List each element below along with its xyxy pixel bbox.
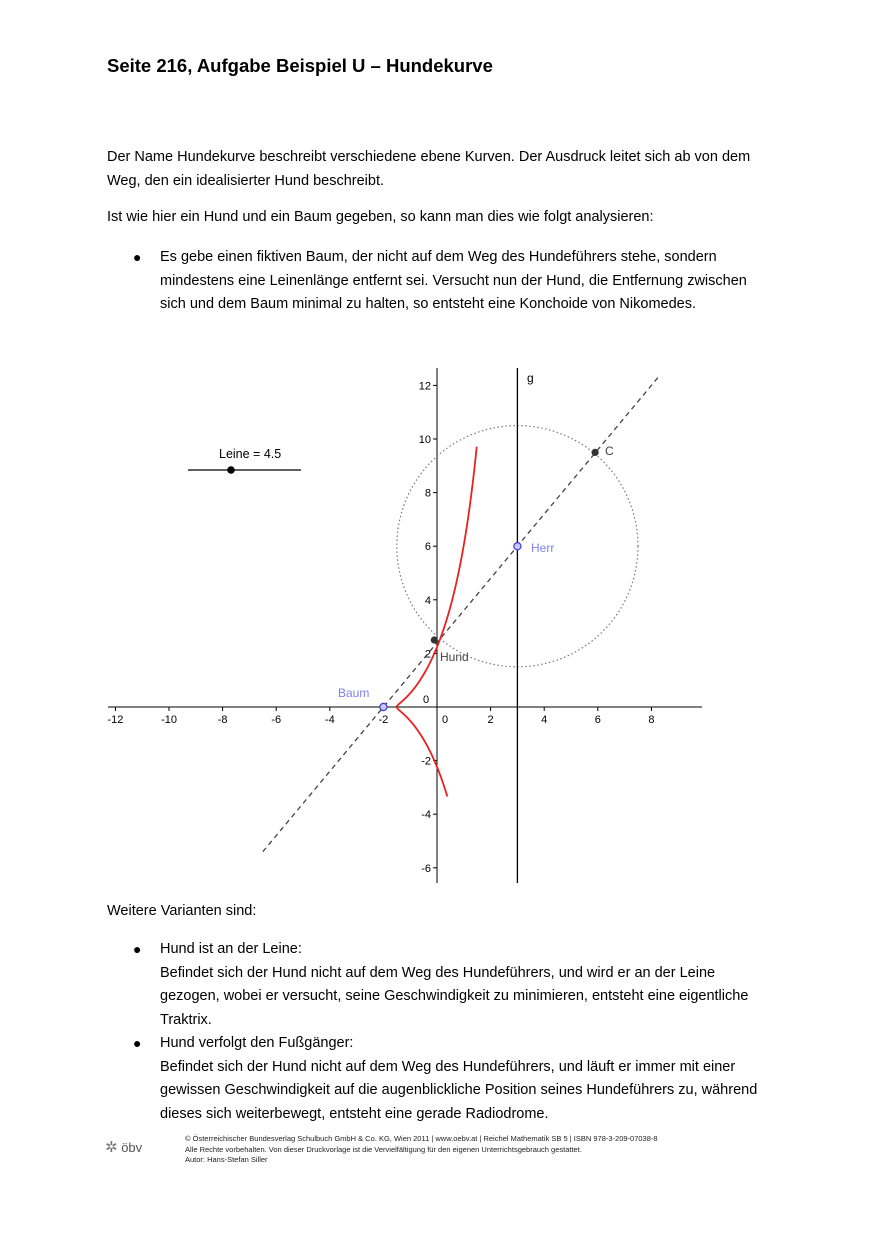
- footer-line-1: © Österreichischer Bundesverlag Schulbuch GmbH & Co. KG, Wien 2011 | www.oebv.at | Reichel Mathematik SB 5 | ISBN 978-3-209-07038-8: [185, 1134, 658, 1143]
- variant-radiodrome: [133, 1032, 800, 1126]
- y-tick-label: -6: [421, 862, 431, 875]
- y-tick-label: 2: [424, 648, 431, 661]
- bullet-dot: ●: [133, 1035, 142, 1051]
- logo-asterisk-icon: ✲: [105, 1139, 118, 1156]
- variant1-line-3: Traktrix.: [160, 1011, 212, 1028]
- bullet-dot: ●: [133, 249, 142, 265]
- point-c[interactable]: [592, 449, 599, 456]
- x-tick-label: 8: [648, 714, 655, 726]
- label-g: g: [527, 371, 534, 385]
- footer-line-2: Alle Rechte vorbehalten. Von dieser Druckvorlage ist die Vervielfältigung für den eigenen Unterrichtsgebrauch gestattet.: [185, 1144, 582, 1154]
- point-herr[interactable]: [514, 543, 521, 550]
- slider-knob[interactable]: [227, 466, 235, 474]
- slider-leine[interactable]: [188, 447, 301, 474]
- y-tick-label: 4: [424, 594, 431, 607]
- variant2-heading: Hund verfolgt den Fußgänger:: [160, 1035, 354, 1051]
- y-tick-label: -4: [421, 809, 431, 822]
- bullet-dot: ●: [133, 941, 142, 957]
- variant2-line-3: dieses sich weiterbewegt, entsteht eine gerade Radiodrome.: [160, 1105, 549, 1122]
- publisher-logo: [105, 1138, 142, 1156]
- x-tick-label: -8: [217, 714, 228, 726]
- intro-paragraph: [107, 146, 797, 193]
- x-tick-label: 0: [442, 714, 449, 726]
- x-tick-label: 2: [487, 714, 494, 726]
- x-tick-label: -4: [324, 714, 335, 726]
- x-tick-label: 4: [541, 714, 548, 726]
- hundekurve-figure: [105, 362, 705, 887]
- intro-line-2: Weg, den ein idealisierter Hund beschreibt.: [107, 172, 385, 189]
- point-baum[interactable]: [380, 703, 387, 710]
- y-tick-label: 12: [418, 380, 431, 393]
- variant2-line-1: Befindet sich der Hund nicht auf dem Weg des Hundeführers, und läuft er immer mit einer: [160, 1058, 736, 1075]
- y-tick-label: 8: [424, 487, 431, 500]
- variant1-line-2: gezogen, wobei er versucht, seine Geschwindigkeit zu minimieren, entsteht eine eigentliche: [160, 988, 749, 1004]
- variant2-line-2: gewissen Geschwindigkeit auf die augenblickliche Position seines Hundeführers zu, während: [160, 1082, 758, 1098]
- baum-herr-line: [263, 377, 658, 851]
- label-hund: Hund: [440, 650, 469, 664]
- x-tick-label: -10: [161, 714, 177, 726]
- point-hund[interactable]: [431, 636, 438, 643]
- label-c: C: [605, 444, 614, 458]
- x-tick-label: -2: [378, 714, 389, 726]
- variant1-line-1: Befindet sich der Hund nicht auf dem Weg des Hundeführers, und wird er an der Leine: [160, 964, 716, 981]
- page-title: Seite 216, Aufgabe Beispiel U – Hundekurve: [107, 55, 493, 76]
- slider-label: Leine = 4.5: [219, 447, 282, 461]
- logo-text: öbv: [121, 1140, 143, 1155]
- bullet1-line-1: Es gebe einen fiktiven Baum, der nicht auf dem Weg des Hundeführers stehe, sondern: [160, 249, 717, 265]
- footer-copyright: [185, 1134, 658, 1166]
- y-axis-ticks: [419, 380, 437, 874]
- bullet1-line-2: mindestens eine Leinenlänge entfernt sei. Versucht nun der Hund, die Entfernung zwischen: [160, 272, 747, 289]
- y-tick-label: 10: [418, 434, 431, 446]
- variant-traktrix: [133, 938, 800, 1032]
- y-tick-label: 6: [424, 541, 431, 554]
- bullet-konchoide: [133, 246, 800, 317]
- x-tick-label: -6: [271, 714, 282, 726]
- label-baum: Baum: [338, 686, 370, 700]
- analysis-intro: Ist wie hier ein Hund und ein Baum gegeben, so kann man dies wie folgt analysieren:: [107, 209, 654, 225]
- x-tick-label: 6: [594, 714, 601, 726]
- variant1-heading: Hund ist an der Leine:: [160, 941, 302, 957]
- label-herr: Herr: [531, 541, 555, 555]
- x-tick-label: -12: [107, 714, 124, 726]
- footer-line-3: Autor: Hans-Stefan Siller: [185, 1155, 268, 1164]
- bullet1-line-3: sich und dem Baum minimal zu halten, so entsteht eine Konchoide von Nikomedes.: [160, 296, 696, 312]
- conchoid-curve-lower: [397, 707, 448, 796]
- variants-heading: Weitere Varianten sind:: [107, 903, 257, 919]
- y-tick-label: 0: [423, 694, 430, 706]
- y-tick-label: -2: [421, 755, 431, 768]
- intro-line-1: Der Name Hundekurve beschreibt verschiedene ebene Kurven. Der Ausdruck leitet sich ab von dem: [107, 149, 751, 165]
